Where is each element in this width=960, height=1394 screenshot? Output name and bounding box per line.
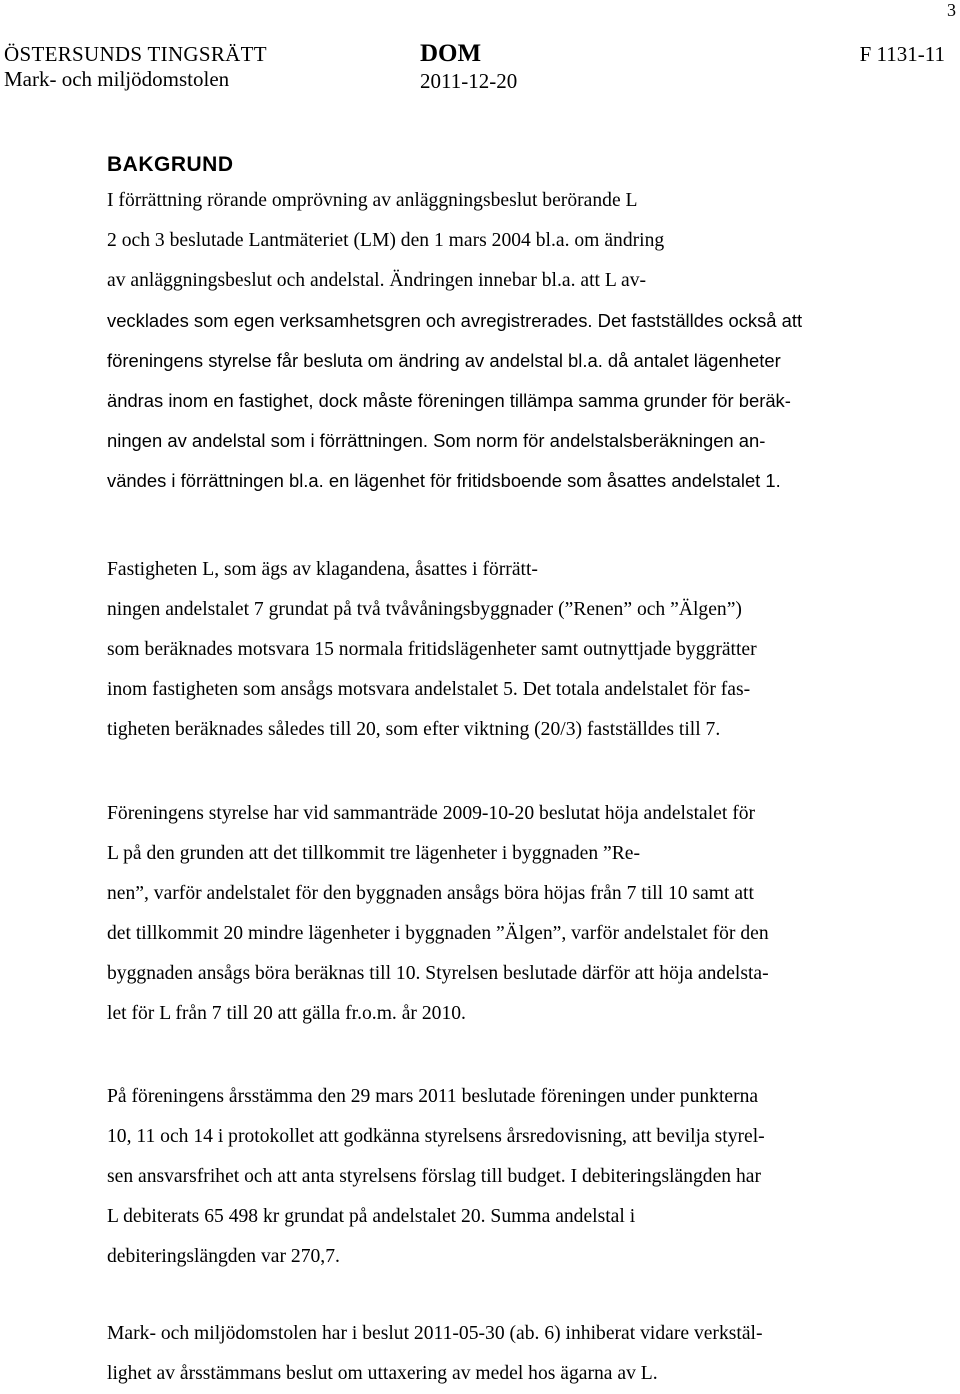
paragraph-line: inom fastigheten som ansågs motsvara andelstalet 5. Det totala andelstalet för fas- [107,679,751,700]
paragraph-line: Fastigheten L, som ägs av klagandena, åsattes i förrätt- [107,559,538,580]
paragraph-line: som beräknades motsvara 15 normala fritidslägenheter samt outnyttjade byggrätter [107,639,757,660]
paragraph-line: det tillkommit 20 mindre lägenheter i byggnaden ”Älgen”, varför andelstalet för den [107,923,769,944]
paragraph-property [107,550,757,750]
document-type: DOM [420,40,482,67]
paragraph-line: vändes i förrättningen bl.a. en lägenhet för fritidsboende som åsattes andelstalet 1. [107,470,781,491]
paragraph-line: let för L från 7 till 20 att gälla fr.o.m. år 2010. [107,1003,466,1024]
paragraph-line: ningen av andelstal som i förrättningen. Som norm för andelstalsberäkningen an- [107,430,766,451]
paragraph-court-decision [107,1314,763,1394]
paragraph-line: 10, 11 och 14 i protokollet att godkänna styrelsens årsredovisning, att bevilja styrel- [107,1126,765,1147]
section-heading: BAKGRUND [107,153,234,176]
court-name: ÖSTERSUNDS TINGSRÄTT [4,42,267,66]
paragraph-line: föreningens styrelse får besluta om ändring av andelstal bl.a. då antalet lägenheter [107,350,781,371]
paragraph-line: Föreningens styrelse har vid sammanträde 2009-10-20 beslutat höja andelstalet för [107,803,756,824]
paragraph-line: ändras inom en fastighet, dock måste föreningen tillämpa samma grunder för beräk- [107,390,791,411]
paragraph-line: sen ansvarsfrihet och att anta styrelsens förslag till budget. I debiteringslängden har [107,1166,762,1187]
document-date: 2011-12-20 [420,69,518,93]
paragraph-line: L debiterats 65 498 kr grundat på andelstalet 20. Summa andelstal i [107,1206,636,1227]
paragraph-line: L på den grunden att det tillkommit tre lägenheter i byggnaden ”Re- [107,843,641,864]
paragraph-line: På föreningens årsstämma den 29 mars 2011 beslutade föreningen under punkterna [107,1086,759,1107]
paragraph-line: vecklades som egen verksamhetsgren och avregistrerades. Det fastställdes också att [107,310,803,331]
paragraph-line: 2 och 3 beslutade Lantmäteriet (LM) den 1 mars 2004 bl.a. om ändring [107,230,665,251]
court-header [4,42,267,92]
paragraph-line: av anläggningsbeslut och andelstal. Ändringen innebar bl.a. att L av- [107,270,647,291]
paragraph-line: debiteringslängden var 270,7. [107,1246,340,1267]
document-body [107,150,907,1384]
paragraph-line: byggnaden ansågs böra beräknas till 10. Styrelsen beslutade därför att höja andelsta- [107,963,769,984]
paragraph-background [107,181,907,501]
page-number: 3 [947,0,956,20]
paragraph-line: lighet av årsstämmans beslut om uttaxering av medel hos ägarna av L. [107,1363,658,1384]
paragraph-line: nen”, varför andelstalet för den byggnaden ansågs böra höjas från 7 till 10 samt att [107,883,754,904]
court-department: Mark- och miljödomstolen [4,67,230,91]
paragraph-board-decision [107,794,769,1034]
paragraph-line: tigheten beräknades således till 20, som efter viktning (20/3) fastställdes till 7. [107,719,721,740]
paragraph-line: I förrättning rörande omprövning av anläggningsbeslut berörande L [107,190,638,211]
paragraph-line: Mark- och miljödomstolen har i beslut 2011-05-30 (ab. 6) inhiberat vidare verkstäl- [107,1323,763,1344]
case-number: F 1131-11 [859,42,945,66]
document-type-block [420,40,517,94]
paragraph-line: ningen andelstalet 7 grundat på två tvåvåningsbyggnader (”Renen” och ”Älgen”) [107,599,742,620]
paragraph-annual-meeting [107,1077,765,1277]
